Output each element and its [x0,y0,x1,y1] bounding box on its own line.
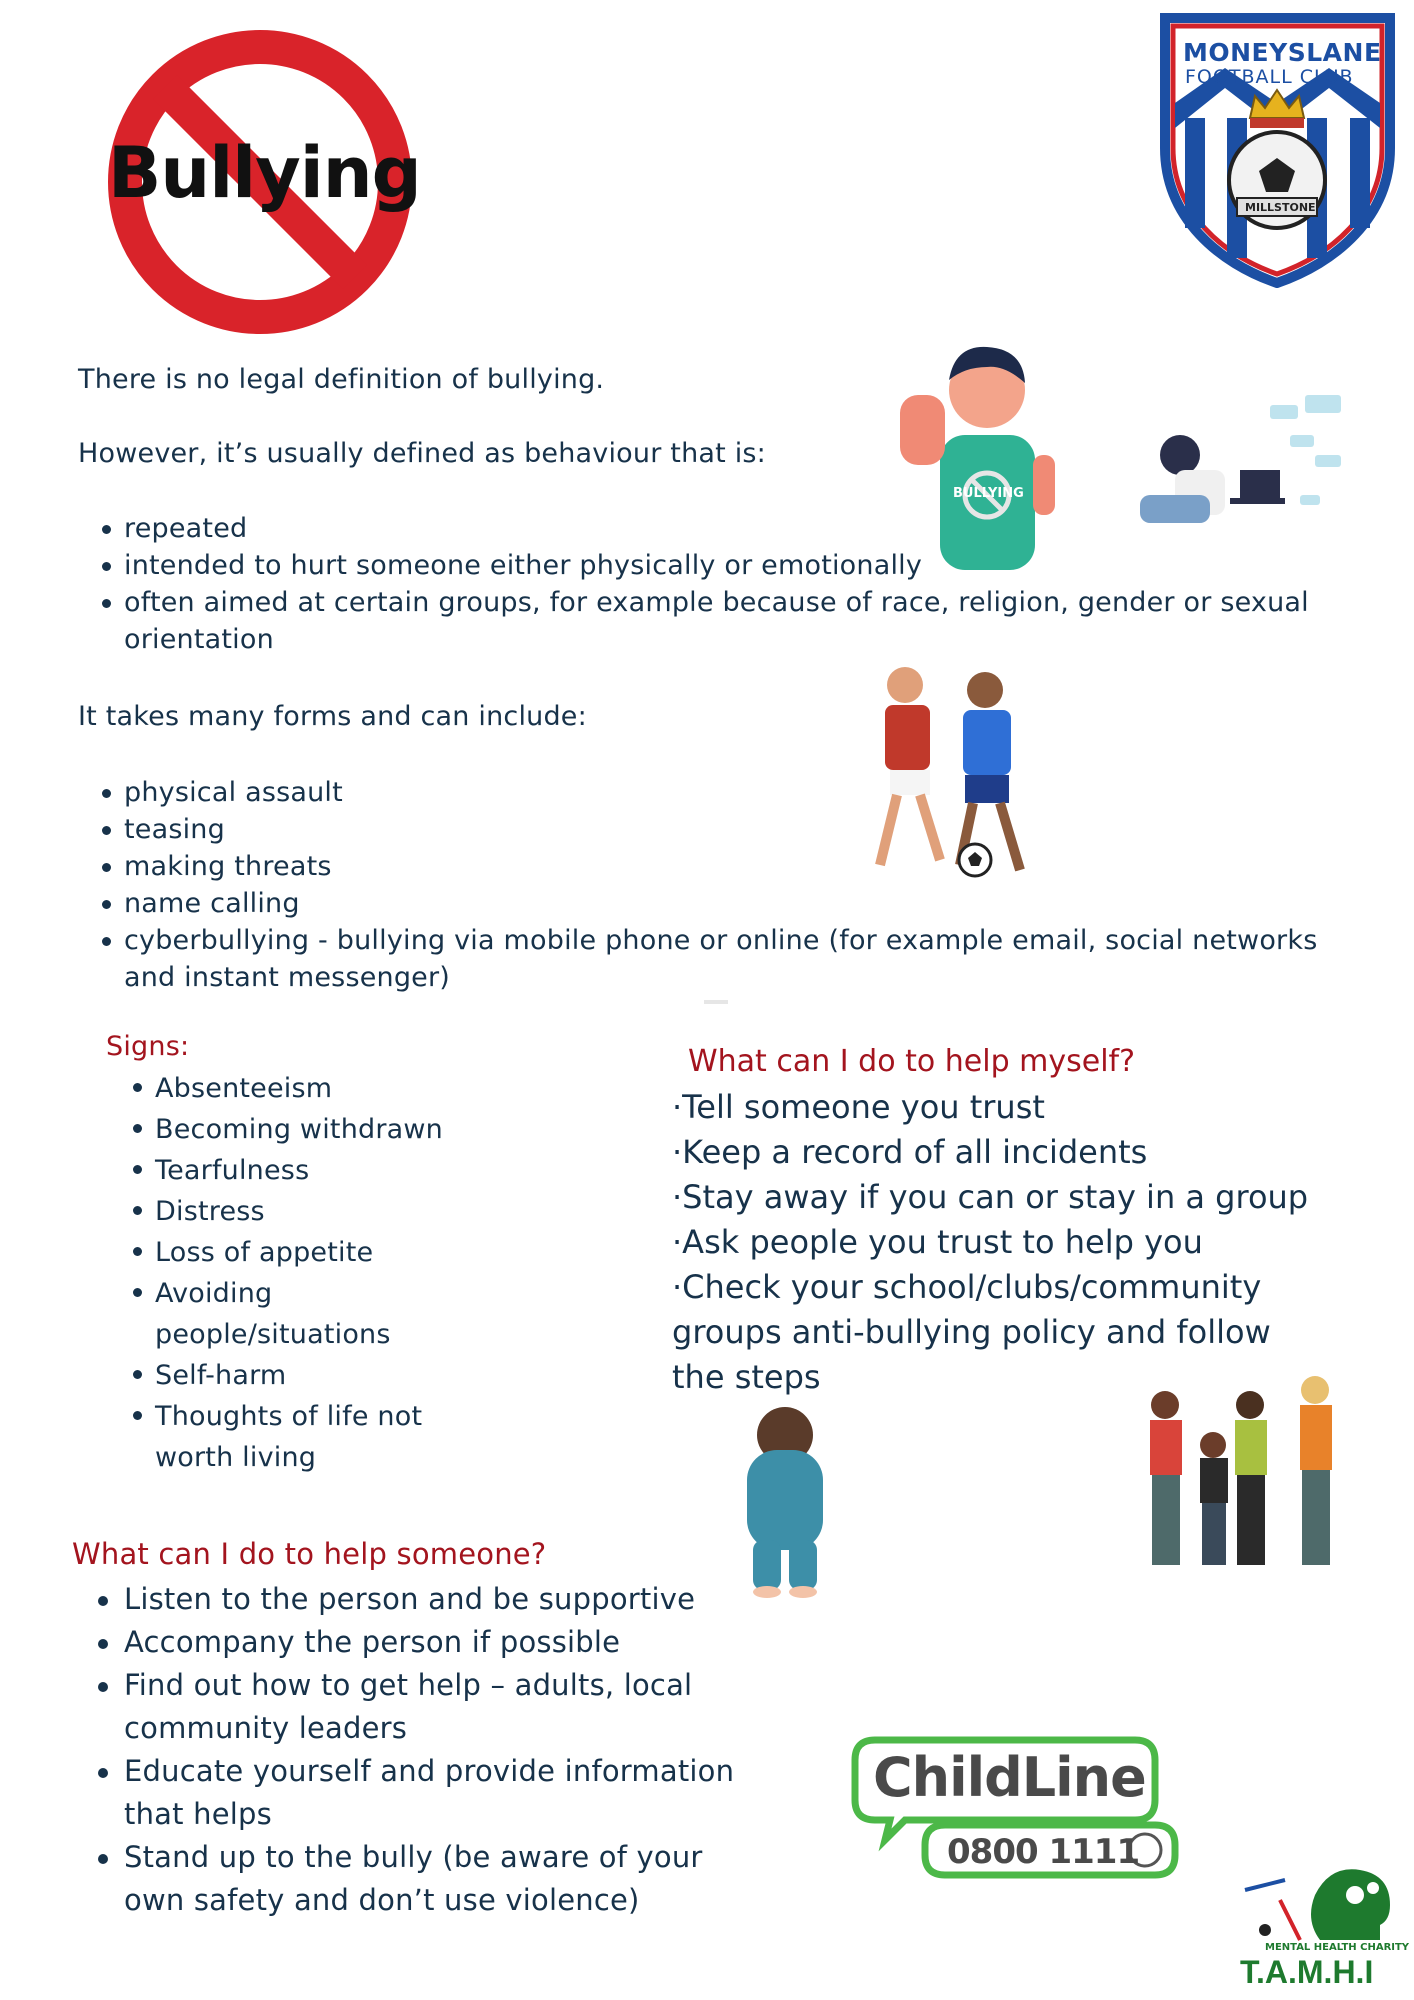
list-item: ·Ask people you trust to help you [672,1223,1203,1261]
list-item: ·Stay away if you can or stay in a group [672,1178,1309,1216]
no-bullying-text: Bullying [108,132,421,214]
list-item: Becoming withdrawn [133,1109,463,1150]
sad-boy-laptop-illustration [1130,395,1350,555]
club-name-line1: MONEYSLANE [1183,38,1382,67]
help-myself-list [672,1085,1332,1400]
intro-usually-defined: However, it’s usually defined as behaviour that is: [78,438,766,469]
sad-person-illustration [735,1400,835,1600]
list-item: intended to hurt someone either physically or emotionally [102,547,1322,584]
football-players-illustration [835,660,1065,890]
childline-logo [845,1730,1185,1880]
list-item: Accompany the person if possible [98,1621,738,1664]
tamhi-name: T.A.M.H.I [1240,1954,1374,1990]
help-someone-heading: What can I do to help someone? [72,1537,547,1571]
club-badge [1155,8,1400,288]
shirt-text: BULLYING [953,486,1024,501]
list-item: Thoughts of life not worth living [133,1396,463,1478]
list-item: Loss of appetite [133,1232,463,1273]
list-item: ·Keep a record of all incidents [672,1133,1148,1171]
list-item: making threats [102,848,1342,885]
forms-intro: It takes many forms and can include: [78,701,587,732]
list-item: Self-harm [133,1355,463,1396]
tamhi-logo [1235,1860,1410,1990]
list-item: teasing [102,811,1342,848]
list-item: Educate yourself and provide information that helps [98,1750,738,1836]
list-item: ·Tell someone you trust [672,1088,1045,1126]
list-item: Find out how to get help – adults, local community leaders [98,1664,738,1750]
tiny-mark [704,1000,728,1004]
help-someone-list [98,1578,738,1922]
club-name-line2: FOOTBALL CLUB [1185,66,1354,88]
signs-heading: Signs: [106,1031,190,1062]
list-item: Distress [133,1191,463,1232]
list-item: physical assault [102,774,1342,811]
forms-list [102,774,1342,996]
list-item: name calling [102,885,1342,922]
no-bullying-logo [100,22,420,342]
group-bullying-illustration [1125,1375,1355,1570]
help-myself-heading: What can I do to help myself? [688,1044,1136,1079]
list-item: often aimed at certain groups, for example because of race, religion, gender or sexual orientation [102,584,1322,658]
list-item: Avoiding people/situations [133,1273,463,1355]
club-banner: MILLSTONE [1245,201,1316,214]
childline-name: ChildLine [873,1746,1146,1809]
list-item: Tearfulness [133,1150,463,1191]
childline-phone: 0800 1111 [947,1832,1140,1872]
list-item: Absenteeism [133,1068,463,1109]
signs-list [133,1068,463,1478]
intro-definition: There is no legal definition of bullying. [78,364,605,395]
list-item: repeated [102,510,1322,547]
list-item: Listen to the person and be supportive [98,1578,738,1621]
list-item: Stand up to the bully (be aware of your own safety and don’t use violence) [98,1836,738,1922]
list-item: cyberbullying - bullying via mobile phone or online (for example email, social networks and instant messenger) [102,922,1342,996]
boy-stop-illustration [895,335,1075,570]
tamhi-tagline: MENTAL HEALTH CHARITY [1265,1942,1410,1953]
list-item: ·Check your school/clubs/community groups anti-bullying policy and follow the steps [672,1268,1271,1396]
